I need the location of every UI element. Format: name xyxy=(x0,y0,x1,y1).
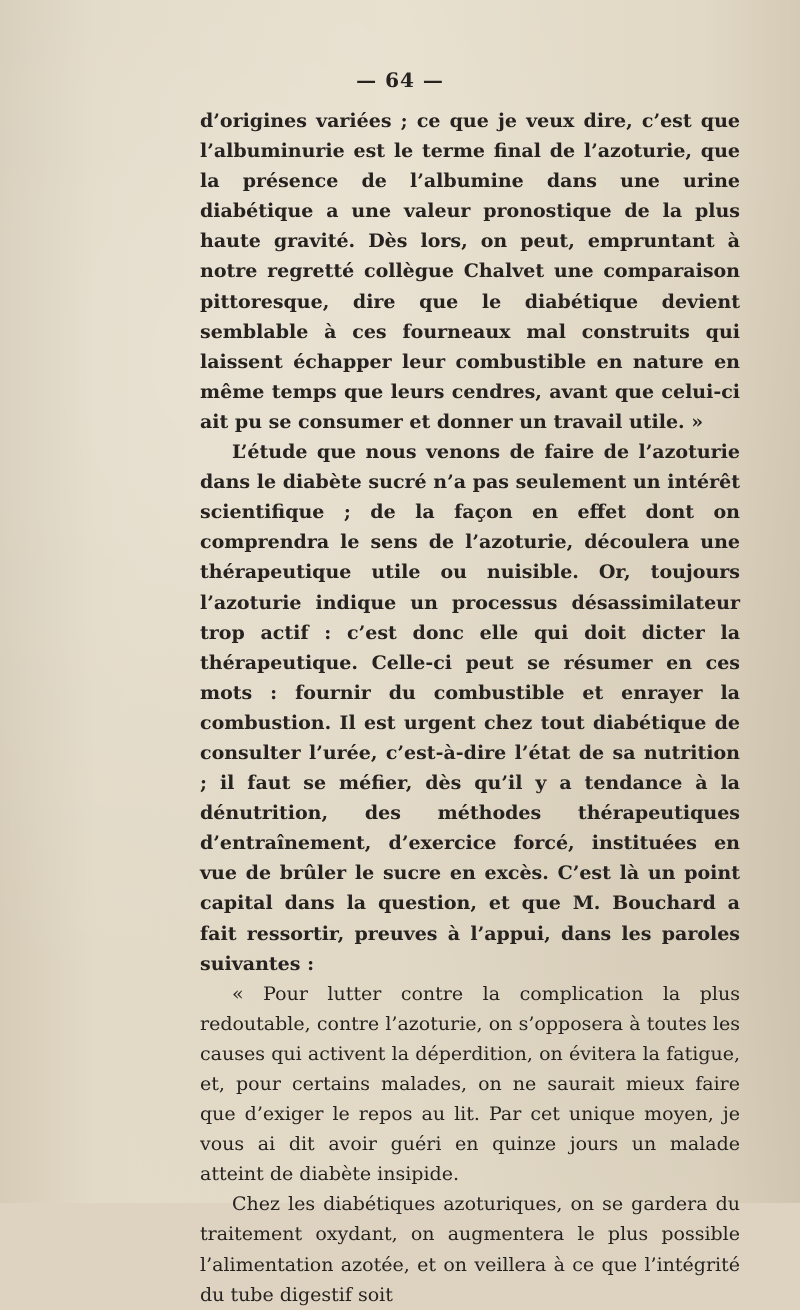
paragraph-1: d’origines variées ; ce que je veux dire, c’est que l’albuminurie est le terme final de l’azoturie, que la présence de l’albumine dans une urine diabétique a une valeur pronostique de la plus haute gravité. Dès lors, on peut, empruntant à notre regretté collègue Chalvet une comparaison pittoresque, dire que le diabétique devient semblable à ces fourneaux mal construits qui laissent échapper leur combustible en nature en même temps que leurs cendres, avant que celui-ci ait pu se consumer et donner un travail utile. » xyxy=(200,110,740,433)
paragraph-2: L’étude que nous venons de faire de l’azoturie dans le diabète sucré n’a pas seulement un intérêt scientifique ; de la façon en effet dont on comprendra le sens de l’azoturie, découlera une thérapeutique utile ou nuisible. Or, toujours l’azoturie indique un processus désassimilateur trop actif : c’est donc elle qui doit dicter la thérapeutique. Celle-ci peut se résumer en ces mots : fournir du combustible et enrayer la combustion. Il est urgent chez tout diabétique de consulter l’urée, c’est-à-dire l’état de sa nutrition ; il faut se méfier, dès qu’il y a tendance à la dénutrition, des méthodes thérapeutiques d’entraînement, d’exercice forcé, instituées en vue de brûler le sucre en excès. C’est là un point capital dans la question, et que M. Bouchard a fait ressortir, preuves à l’appui, dans les paroles suivantes : xyxy=(200,441,740,975)
page-number: — 64 — xyxy=(356,68,444,92)
paragraph-3-quote: « Pour lutter contre la complication la plus redoutable, contre l’azoturie, on s’opposera à toutes les causes qui activent la déperdition, on évitera la fatigue, et, pour certains malades, on ne saurait mieux faire que d’exiger le repos au lit. Par cet unique moyen, je vous ai dit avoir guéri en quinze jours un malade atteint de diabète insipide. xyxy=(200,982,740,1186)
body-text xyxy=(200,106,740,1310)
paragraph-4: Chez les diabétiques azoturiques, on se gardera du traitement oxydant, on augmentera le plus possible l’alimentation azotée, et on veillera à ce que l’intégrité du tube digestif soit xyxy=(200,1193,740,1306)
